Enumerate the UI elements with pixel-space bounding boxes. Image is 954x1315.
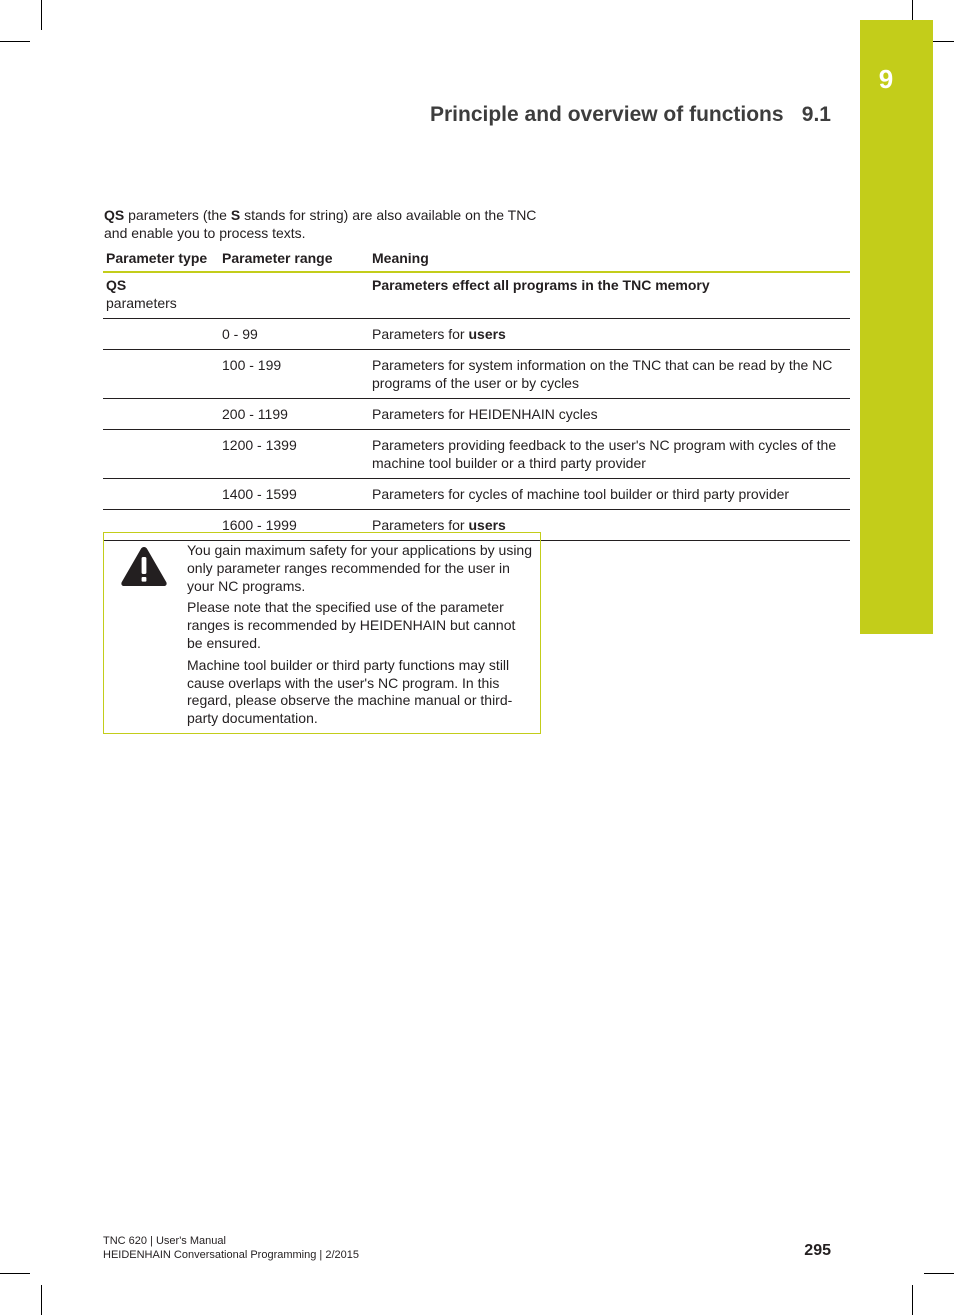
parameter-table	[103, 247, 850, 541]
crop-mark	[912, 1285, 913, 1315]
meaning-text: Parameters for cycles of machine tool builder or third party provider	[372, 486, 790, 502]
meaning-text: Parameters for system information on the TNC that can be read by the NC programs of the user or by cycles	[372, 357, 833, 391]
section-title: Principle and overview of functions	[430, 103, 784, 126]
chapter-tab	[860, 20, 933, 634]
qs-label: QS	[106, 277, 127, 293]
running-header	[430, 103, 831, 127]
footer-line-2: HEIDENHAIN Conversational Programming | 2/2015	[103, 1249, 359, 1261]
section-number: 9.1	[801, 103, 831, 126]
cell-type	[103, 479, 219, 510]
cell-meaning	[369, 350, 850, 399]
warning-note	[103, 532, 541, 734]
meaning-text: Parameters providing feedback to the user's NC program with cycles of the machine tool builder or a third party provider	[372, 437, 837, 471]
cell-meaning	[369, 319, 850, 350]
cell-range: 1400 - 1599	[219, 479, 369, 510]
cell-meaning	[369, 399, 850, 430]
cell-type	[103, 272, 219, 319]
page-footer	[103, 1234, 359, 1262]
note-paragraph: Machine tool builder or third party functions may still cause overlaps with the user's NC program. In this regard, please observe the machine manual or third-party documentation.	[187, 656, 513, 727]
cell-type	[103, 319, 219, 350]
crop-mark	[41, 1285, 42, 1315]
crop-mark	[41, 0, 42, 30]
table-row	[103, 399, 850, 430]
footer-line-1: TNC 620 | User's Manual	[103, 1235, 226, 1247]
cell-range: 1200 - 1399	[219, 430, 369, 479]
table-row	[103, 479, 850, 510]
header-parameter-range: Parameter range	[219, 247, 369, 272]
qs-meaning: Parameters effect all programs in the TNC memory	[372, 277, 710, 293]
crop-mark	[0, 41, 30, 42]
table-row	[103, 350, 850, 399]
crop-mark	[924, 1273, 954, 1274]
page-number: 295	[804, 1242, 831, 1259]
table-row	[103, 272, 850, 319]
note-paragraph: Please note that the specified use of the parameter ranges is recommended by HEIDENHAIN but cannot be ensured.	[187, 599, 516, 651]
cell-type	[103, 399, 219, 430]
cell-meaning	[369, 430, 850, 479]
meaning-bold: users	[468, 326, 506, 342]
crop-mark	[912, 0, 913, 20]
table-header-row	[103, 247, 850, 272]
cell-type	[103, 350, 219, 399]
intro-text-1: parameters (the	[124, 207, 231, 223]
cell-range: 1600 - 1999	[219, 510, 369, 541]
header-parameter-type: Parameter type	[103, 247, 219, 272]
table-row	[103, 319, 850, 350]
cell-meaning	[369, 479, 850, 510]
meaning-text: Parameters for	[372, 517, 469, 533]
chapter-number: 9	[878, 64, 894, 94]
intro-text-2: stands for string) are also available on the TNC and enable you to process texts.	[104, 207, 537, 241]
cell-range: 200 - 1199	[219, 399, 369, 430]
table-row	[103, 430, 850, 479]
note-text	[187, 542, 533, 732]
cell-range	[219, 272, 369, 319]
cell-meaning	[369, 272, 850, 319]
meaning-text: Parameters for HEIDENHAIN cycles	[372, 406, 598, 422]
qs-sublabel: parameters	[106, 295, 177, 311]
meaning-text: Parameters for	[372, 326, 469, 342]
header-meaning: Meaning	[369, 247, 850, 272]
crop-mark	[0, 1273, 30, 1274]
cell-range: 0 - 99	[219, 319, 369, 350]
meaning-bold: users	[468, 517, 506, 533]
intro-qs: QS	[104, 207, 125, 223]
intro-s: S	[230, 207, 241, 223]
note-paragraph: You gain maximum safety for your applications by using only parameter ranges recommended for the user in your NC programs.	[187, 542, 532, 594]
cell-type	[103, 430, 219, 479]
intro-paragraph	[104, 206, 544, 242]
cell-range: 100 - 199	[219, 350, 369, 399]
warning-icon	[120, 545, 168, 587]
